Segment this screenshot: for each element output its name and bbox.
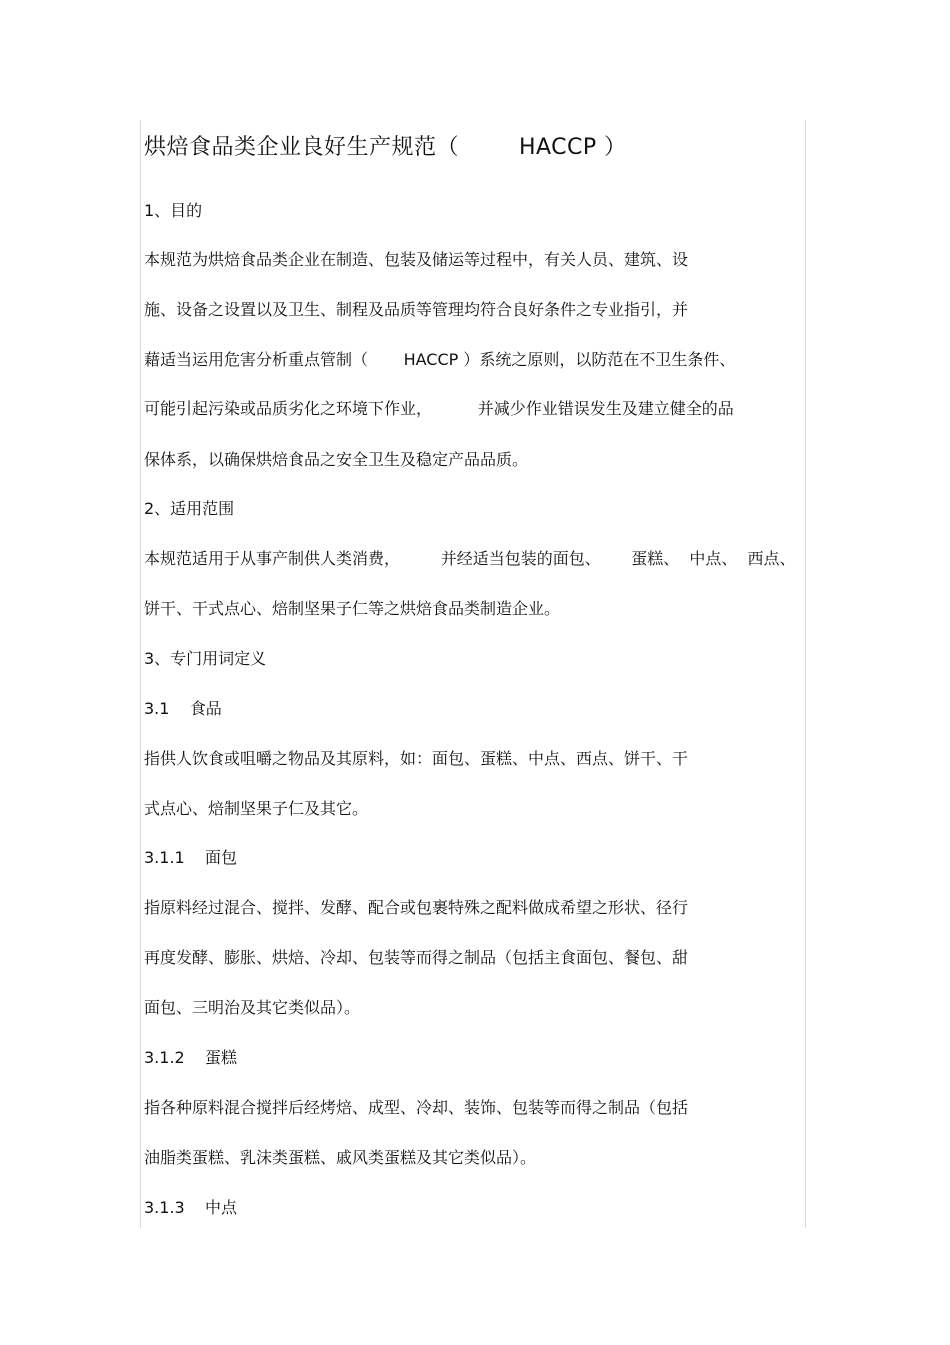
paragraph-line: 可能引起污染或品质劣化之环境下作业， 并减少作业错误发生及建立健全的品	[144, 399, 734, 418]
section-heading-scope: 2、适用范围	[144, 499, 235, 518]
paragraph-line: 指供人饮食或咀嚼之物品及其原料，如：面包、蛋糕、中点、西点、饼干、干	[144, 749, 689, 768]
paragraph-line: 施、设备之设置以及卫生、制程及品质等管理均符合良好条件之专业指引，并	[144, 300, 689, 319]
paragraph-line: 藉适当运用危害分析重点管制（ HACCP ）系统之原则，以防范在不卫生条件、	[144, 350, 736, 369]
document-title: 烘焙食品类企业良好生产规范（ HACCP ）	[144, 135, 627, 160]
paragraph-line: 本规范适用于从事产制供人类消费， 并经适当包装的面包、 蛋糕、 中点、 西点、	[144, 549, 796, 568]
paragraph-line: 本规范为烘焙食品类企业在制造、包装及储运等过程中，有关人员、建筑、设	[144, 250, 689, 269]
subsection-heading-bread: 3.1.1 面包	[144, 848, 238, 867]
paragraph-line: 指原料经过混合、搅拌、发酵、配合或包裹特殊之配料做成希望之形状、径行	[144, 898, 689, 917]
paragraph-line: 饼干、干式点心、焙制坚果子仁等之烘焙食品类制造企业。	[144, 599, 561, 618]
paragraph-line: 油脂类蛋糕、乳沫类蛋糕、戚风类蛋糕及其它类似品）。	[144, 1148, 537, 1167]
subsection-heading-chinese-pastry: 3.1.3 中点	[144, 1198, 238, 1217]
left-margin-rule	[140, 120, 141, 1228]
paragraph-line: 式点心、焙制坚果子仁及其它。	[144, 799, 369, 818]
paragraph-line: 再度发酵、膨胀、烘焙、冷却、包装等而得之制品（包括主食面包、餐包、甜	[144, 948, 689, 967]
paragraph-line: 面包、三明治及其它类似品）。	[144, 998, 361, 1017]
section-heading-definitions: 3、专门用词定义	[144, 649, 267, 668]
subsection-heading-cake: 3.1.2 蛋糕	[144, 1048, 238, 1067]
section-heading-purpose: 1、目的	[144, 201, 203, 220]
paragraph-line: 保体系，以确保烘焙食品之安全卫生及稳定产品品质。	[144, 450, 529, 469]
subsection-heading-food: 3.1 食品	[144, 699, 222, 718]
paragraph-line: 指各种原料混合搅拌后经烤焙、成型、冷却、装饰、包装等而得之制品（包括	[144, 1098, 689, 1117]
right-margin-rule	[805, 120, 806, 1228]
